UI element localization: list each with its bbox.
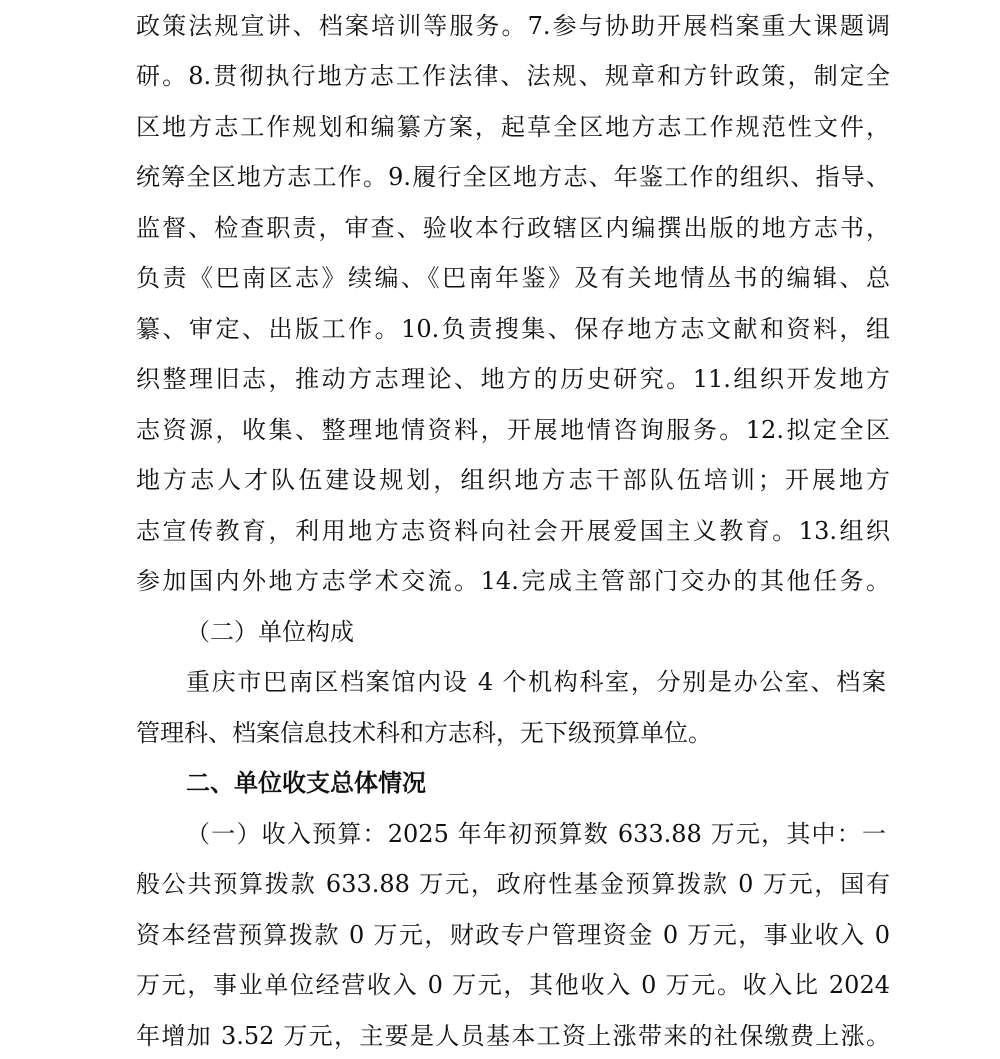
text-line: 管理科、档案信息技术科和方志科，无下级预算单位。: [136, 719, 712, 747]
text-line: 政策法规宣讲、档案培训等服务。7.参与协助开展档案重大课题调: [136, 12, 890, 40]
text-line: 负责《巴南区志》续编、《巴南年鉴》及有关地情丛书的编辑、总: [136, 264, 890, 292]
section-heading: 二、单位收支总体情况: [186, 768, 426, 797]
section-heading: （二）单位构成: [186, 618, 354, 646]
text-line: 区地方志工作规划和编纂方案，起草全区地方志工作规范性文件，: [136, 113, 890, 141]
text-line: 统筹全区地方志工作。9.履行全区地方志、年鉴工作的组织、指导、: [136, 163, 890, 191]
text-line: 资本经营预算拨款 0 万元，财政专户管理资金 0 万元，事业收入 0: [136, 921, 890, 949]
text-line: 纂、审定、出版工作。10.负责搜集、保存地方志文献和资料，组: [136, 315, 890, 343]
text-line: 万元，事业单位经营收入 0 万元，其他收入 0 万元。收入比 2024: [136, 971, 890, 999]
text-line: 年增加 3.52 万元，主要是人员基本工资上涨带来的社保缴费上涨。: [136, 1022, 890, 1050]
text-line: 研。8.贯彻执行地方志工作法律、法规、规章和方针政策，制定全: [136, 62, 890, 90]
text-line: （一）收入预算：2025 年年初预算数 633.88 万元，其中：一: [186, 820, 886, 848]
text-line: 志宣传教育，利用地方志资料向社会开展爱国主义教育。13.组织: [136, 517, 890, 545]
text-line: 监督、检查职责，审查、验收本行政辖区内编撰出版的地方志书，: [136, 214, 890, 242]
text-line: 般公共预算拨款 633.88 万元，政府性基金预算拨款 0 万元，国有: [136, 870, 890, 898]
text-line: 重庆市巴南区档案馆内设 4 个机构科室，分别是办公室、档案: [186, 668, 886, 696]
text-line: 织整理旧志，推动方志理论、地方的历史研究。11.组织开发地方: [136, 365, 890, 393]
text-line: 地方志人才队伍建设规划，组织地方志干部队伍培训；开展地方: [136, 466, 890, 494]
text-line: 参加国内外地方志学术交流。14.完成主管部门交办的其他任务。: [136, 567, 890, 595]
text-line: 志资源，收集、整理地情资料，开展地情咨询服务。12.拟定全区: [136, 416, 890, 444]
